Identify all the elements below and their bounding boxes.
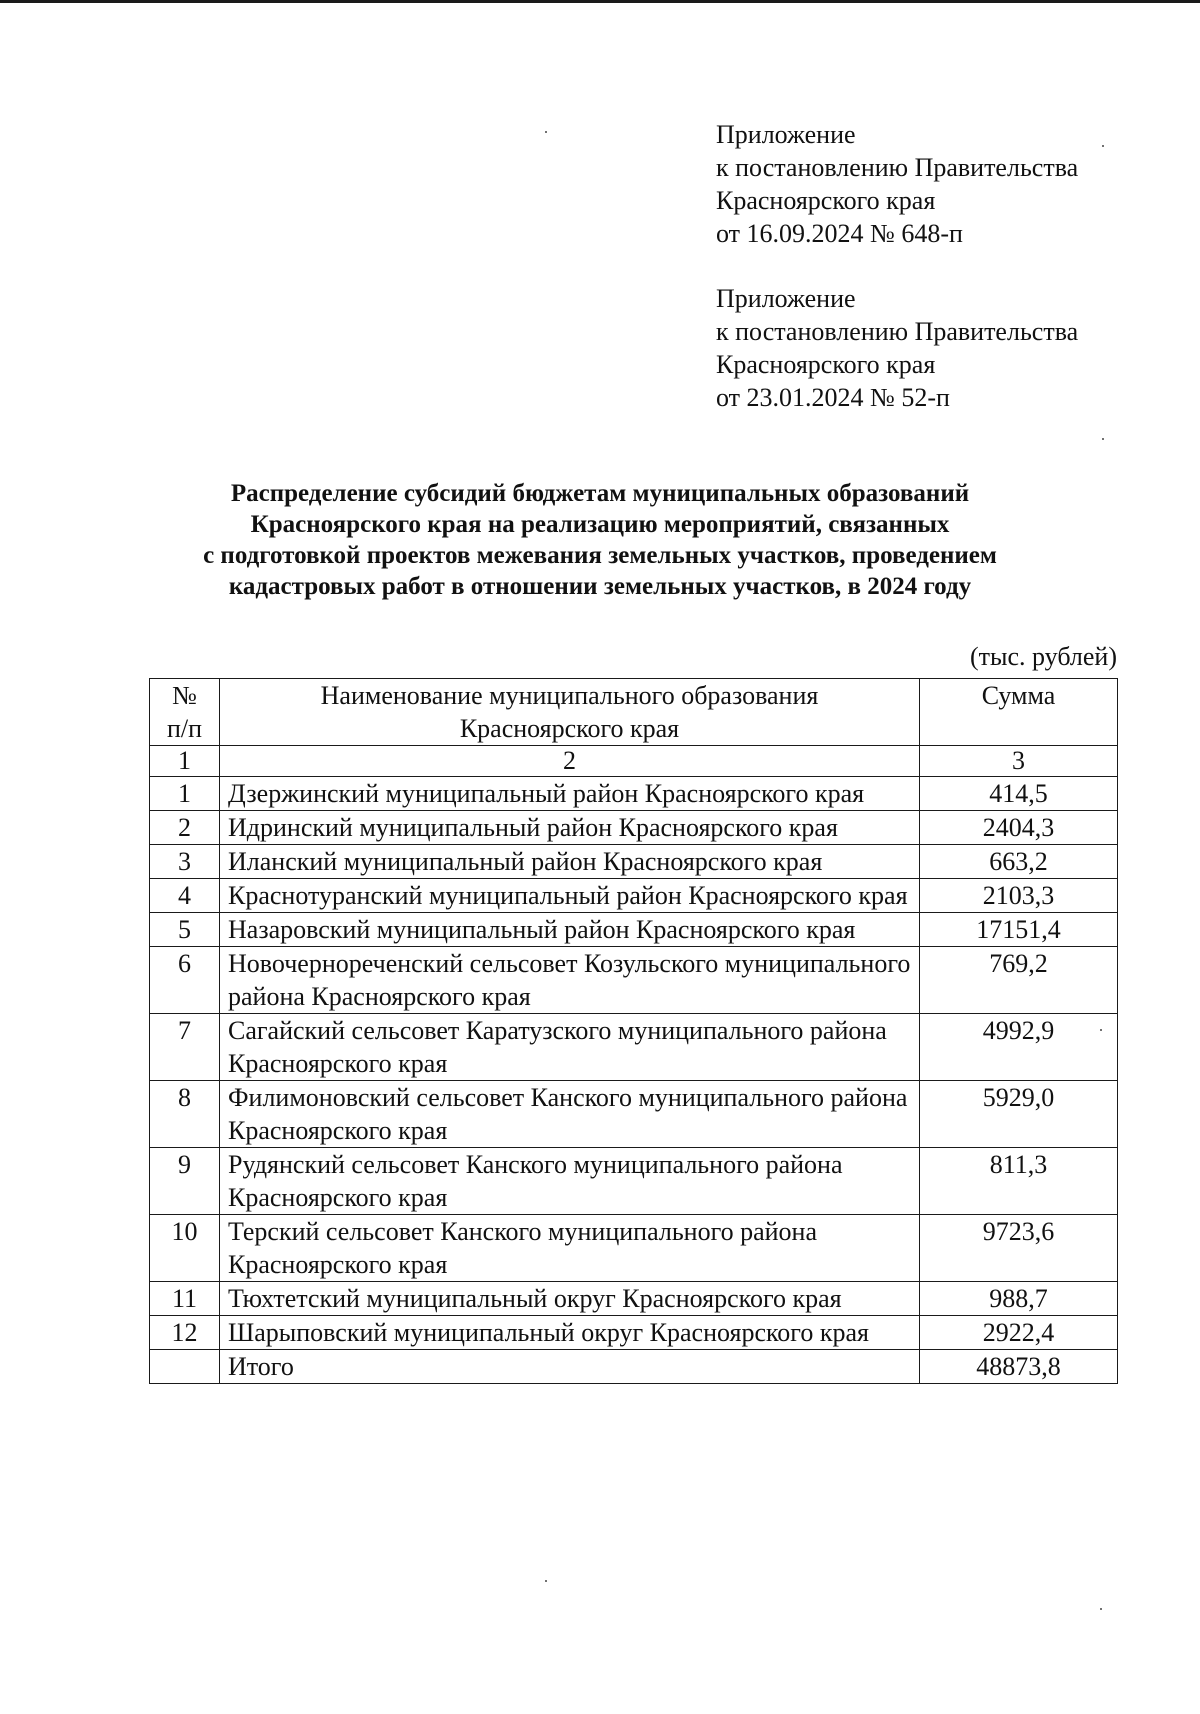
appendix-header-original: [716, 282, 1186, 414]
subsidy-amount: 5929,0: [920, 1081, 1118, 1148]
table-row: [150, 913, 1118, 947]
total-amount: 48873,8: [920, 1350, 1118, 1384]
units-note: (тыс. рублей): [969, 642, 1117, 671]
scan-top-edge: [0, 0, 1200, 3]
total-number-empty: [150, 1350, 220, 1384]
column-number: 3: [920, 746, 1118, 777]
table-row: [150, 777, 1118, 811]
subsidy-amount: 988,7: [920, 1282, 1118, 1316]
table-row: [150, 811, 1118, 845]
subsidy-table: [149, 678, 1118, 1384]
row-number: 12: [150, 1316, 220, 1350]
subsidy-amount: 2103,3: [920, 879, 1118, 913]
subsidy-amount: 4992,9: [920, 1014, 1118, 1081]
row-number: 8: [150, 1081, 220, 1148]
appendix-date-number: от 23.01.2024 № 52-п: [716, 383, 950, 412]
total-row: [150, 1350, 1118, 1384]
table-row: [150, 1081, 1118, 1148]
header-number-sign: №: [172, 681, 197, 710]
appendix-label: Приложение: [716, 284, 856, 313]
appendix-region: Красноярского края: [716, 186, 936, 215]
title-line: Красноярского края на реализацию мероприятий, связанных: [250, 511, 950, 538]
header-number-abbr: п/п: [166, 714, 203, 743]
scan-speck: [1102, 145, 1104, 147]
row-number: 7: [150, 1014, 220, 1081]
row-number: 4: [150, 879, 220, 913]
municipality-name: Филимоновский сельсовет Канского муниципального района Красноярского края: [220, 1081, 920, 1148]
table-header-row: [150, 679, 1118, 746]
appendix-date-number: от 16.09.2024 № 648-п: [716, 219, 963, 248]
scan-speck: [1100, 1029, 1102, 1031]
scan-speck: [1102, 438, 1104, 440]
title-line: кадастровых работ в отношении земельных участков, в 2024 году: [228, 573, 972, 600]
title-line: с подготовкой проектов межевания земельных участков, проведением: [203, 542, 997, 569]
table-row: [150, 879, 1118, 913]
municipality-name: Новочернореченский сельсовет Козульского муниципального района Красноярского края: [220, 947, 920, 1014]
subsidy-amount: 769,2: [920, 947, 1118, 1014]
municipality-name: Идринский муниципальный район Красноярского края: [220, 811, 920, 845]
column-number-row: [150, 746, 1118, 777]
title-line: Распределение субсидий бюджетам муниципальных образований: [230, 480, 970, 507]
document-title: [100, 478, 1100, 602]
municipality-name: Шарыповский муниципальный округ Красноярского края: [220, 1316, 920, 1350]
scan-speck: [1100, 1608, 1102, 1610]
appendix-resolution: к постановлению Правительства: [716, 317, 1079, 346]
subsidy-amount: 811,3: [920, 1148, 1118, 1215]
subsidy-amount: 17151,4: [920, 913, 1118, 947]
total-label: Итого: [220, 1350, 920, 1384]
table-row: [150, 1282, 1118, 1316]
subsidy-amount: 663,2: [920, 845, 1118, 879]
municipality-name: Сагайский сельсовет Каратузского муниципального района Красноярского края: [220, 1014, 920, 1081]
municipality-name: Краснотуранский муниципальный район Красноярского края: [220, 879, 920, 913]
column-number: 1: [150, 746, 220, 777]
row-number: 2: [150, 811, 220, 845]
appendix-header-current: [716, 118, 1186, 250]
table-row: [150, 1215, 1118, 1282]
header-name: Наименование муниципального образования Красноярского края: [220, 679, 920, 746]
subsidy-amount: 9723,6: [920, 1215, 1118, 1282]
appendix-resolution: к постановлению Правительства: [716, 153, 1079, 182]
row-number: 10: [150, 1215, 220, 1282]
municipality-name: Иланский муниципальный район Красноярского края: [220, 845, 920, 879]
row-number: 5: [150, 913, 220, 947]
appendix-region: Красноярского края: [716, 350, 936, 379]
row-number: 6: [150, 947, 220, 1014]
subsidy-amount: 2404,3: [920, 811, 1118, 845]
header-sum: Сумма: [920, 679, 1118, 746]
municipality-name: Рудянский сельсовет Канского муниципального района Красноярского края: [220, 1148, 920, 1215]
table-row: [150, 947, 1118, 1014]
row-number: 3: [150, 845, 220, 879]
row-number: 11: [150, 1282, 220, 1316]
subsidy-amount: 414,5: [920, 777, 1118, 811]
row-number: 9: [150, 1148, 220, 1215]
municipality-name: Терский сельсовет Канского муниципального района Красноярского края: [220, 1215, 920, 1282]
scan-speck: [545, 1580, 547, 1582]
municipality-name: Тюхтетский муниципальный округ Красноярского края: [220, 1282, 920, 1316]
scan-speck: [545, 131, 547, 133]
row-number: 1: [150, 777, 220, 811]
appendix-label: Приложение: [716, 120, 856, 149]
table-row: [150, 1014, 1118, 1081]
table-row: [150, 1148, 1118, 1215]
table-row: [150, 845, 1118, 879]
municipality-name: Назаровский муниципальный район Красноярского края: [220, 913, 920, 947]
table-row: [150, 1316, 1118, 1350]
municipality-name: Дзержинский муниципальный район Красноярского края: [220, 777, 920, 811]
header-number: [150, 679, 220, 746]
column-number: 2: [220, 746, 920, 777]
subsidy-amount: 2922,4: [920, 1316, 1118, 1350]
